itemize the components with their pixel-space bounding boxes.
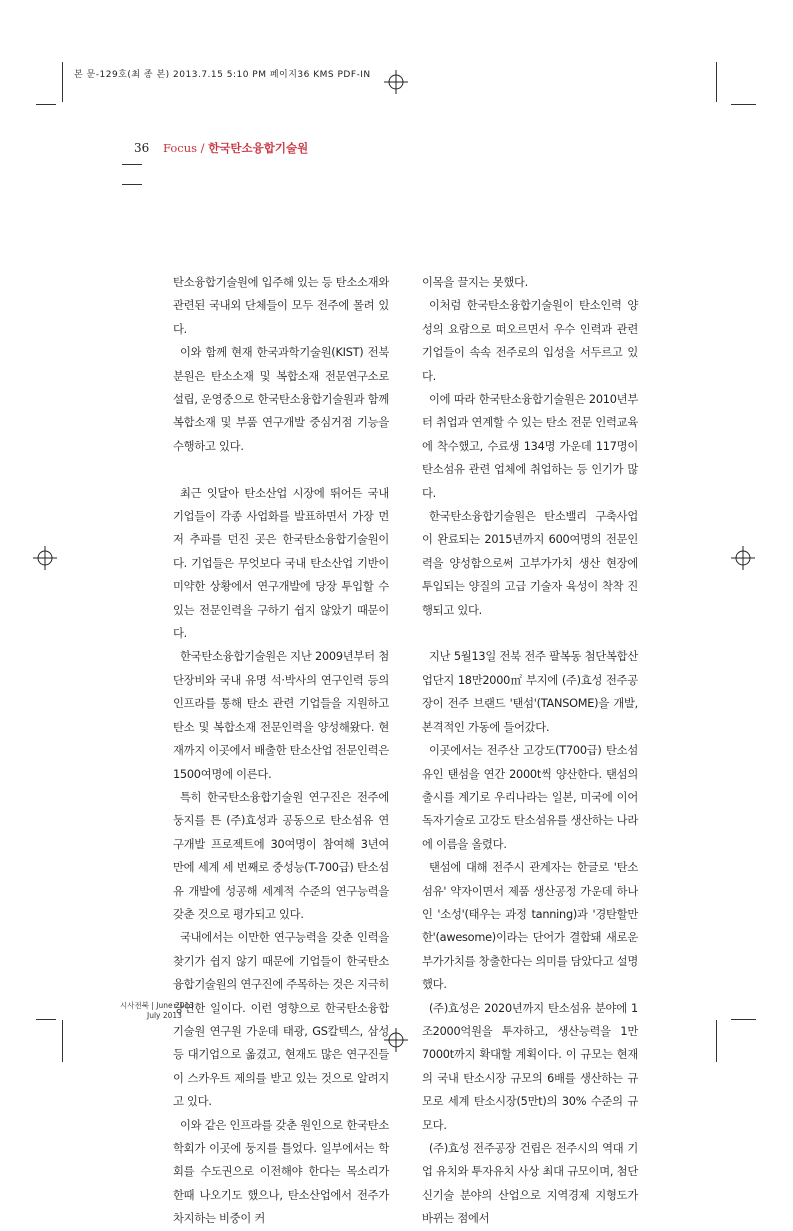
- left-column: [173, 271, 389, 1231]
- paragraph: 이와 같은 인프라를 갖춘 원인으로 한국탄소학회가 이곳에 둥지를 틀었다. 일부에서는 학회를 수도권으로 이전해야 한다는 목소리가 한때 나오기도 했으나, 탄소산업에서 전주가 차지하는 비중이 커: [173, 1118, 389, 1226]
- paragraph: 한국탄소융합기술원은 지난 2009년부터 첨단장비와 국내 유명 석·박사의 연구인력 등의 인프라를 통해 탄소 관련 기업들을 지원하고 탄소 및 복합소재 전문인력을 양성해왔다. 현재까지 이곳에서 배출한 탄소산업 전문인력은 1500여명에 이른다.: [173, 650, 389, 781]
- crop-mark: [122, 164, 142, 165]
- footer-magazine: 시사전북 | June 2013: [120, 1001, 195, 1010]
- footer-issue: July 2013: [147, 1011, 182, 1020]
- registration-mark-icon: [33, 546, 57, 570]
- crop-mark: [716, 1020, 717, 1062]
- crop-mark: [62, 1020, 63, 1062]
- crop-mark: [731, 104, 756, 105]
- registration-mark-icon: [731, 546, 755, 570]
- crop-mark: [716, 62, 717, 102]
- registration-mark-icon: [384, 70, 408, 94]
- paragraph: 한국탄소융합기술원은 탄소밸리 구축사업이 완료되는 2015년까지 600여명의 전문인력을 양성함으로써 고부가가치 생산 현장에 투입되는 양질의 고급 기술자 육성이 착착 진행되고 있다.: [422, 510, 638, 617]
- paragraph: 특히 한국탄소융합기술원 연구진은 전주에 둥지를 튼 (주)효성과 공동으로 탄소섬유 연구개발 프로젝트에 30여명이 참여해 3년여 만에 세계 세 번째로 중성능(T-700급) 탄소섬유 개발에 성공해 세계적 수준의 연구능력을 갖춘 것으로 평가되고 있다.: [173, 790, 389, 921]
- paragraph: 이처럼 한국탄소융합기술원이 탄소인력 양성의 요람으로 떠오르면서 우수 인력과 관련 기업들이 속속 전주로의 입성을 서두르고 있다.: [422, 299, 638, 383]
- crop-mark: [122, 184, 142, 185]
- paragraph: 지난 5월13일 전북 전주 팔복동 첨단복합산업단지 18만2000㎡ 부지에 (주)효성 전주공장이 전주 브랜드 '탠섬'(TANSOME)을 개발, 본격적인 가동에 들어갔다.: [422, 650, 638, 734]
- section-separator: /: [197, 141, 209, 155]
- paragraph: (주)효성은 2020년까지 탄소섬유 분야에 1조2000억원을 투자하고, 생산능력을 1만7000t까지 확대할 계획이다. 이 규모는 현재의 국내 탄소시장 규모의 6배를 생산하는 규모로 세계 탄소시장(5만t)의 30% 수준의 규모다.: [422, 1001, 638, 1132]
- paragraph: (주)효성 전주공장 건립은 전주시의 역대 기업 유치와 투자유치 사상 최대 규모이며, 첨단 신기술 분야의 산업으로 지역경제 지형도가 바뀌는 점에서: [422, 1142, 638, 1226]
- paragraph: 이곳에서는 전주산 고강도(T700급) 탄소섬유인 탠섬을 연간 2000t씩 양산한다. 탠섬의 출시를 계기로 우리나라는 일본, 미국에 이어 독자기술로 고강도 탄소섬유를 생산하는 나라에 이름을 올렸다.: [422, 744, 638, 851]
- section-org-name: 한국탄소융합기술원: [208, 141, 309, 155]
- paragraph: 탠섬에 대해 전주시 관계자는 한글로 '탄소섬유' 약자이면서 제품 생산공정 가운데 하나인 '소성'(태우는 과정 tanning)과 '경탄할만한'(awesome)이라는 단어가 결합돼 새로운 부가가치를 창출한다는 의미를 담았다고 설명했다.: [422, 861, 638, 992]
- section-header: [163, 140, 308, 156]
- crop-mark: [36, 104, 56, 105]
- paragraph: 이에 따라 한국탄소융합기술원은 2010년부터 취업과 연계할 수 있는 탄소 전문 인력교육에 착수했고, 수료생 134명 가운데 117명이 탄소섬유 관련 업체에 취업하는 등 인기가 많다.: [422, 393, 638, 500]
- page-number: 36: [134, 141, 150, 155]
- crop-mark: [36, 1019, 56, 1020]
- paragraph: 최근 잇달아 탄소산업 시장에 뛰어든 국내 기업들이 각종 사업화를 발표하면서 가장 먼저 추파를 던진 곳은 한국탄소융합기술원이다. 기업들은 무엇보다 국내 탄소산업 기반이 미약한 상황에서 연구개발에 당장 투입할 수 있는 전문인력을 구하기 쉽지 않았기 때문이다.: [173, 486, 389, 641]
- crop-mark: [62, 62, 63, 102]
- crop-mark: [731, 1019, 756, 1020]
- section-focus-label: Focus: [163, 141, 198, 155]
- page-footer: [120, 1001, 194, 1021]
- paragraph: 국내에서는 이만한 연구능력을 갖춘 인력을 찾기가 쉽지 않기 때문에 기업들이 한국탄소융합기술원의 연구진에 주목하는 것은 지극히 당연한 일이다. 이런 영향으로 한국탄소융합기술원 연구원 가운데 태광, GS칼텍스, 삼성 등 대기업으로 옮겼고, 현재도 많은 연구진들이 스카우트 제의를 받고 있는 것으로 알려지고 있다.: [173, 931, 389, 1109]
- right-column: [422, 271, 638, 1231]
- paragraph: 이목을 끌지는 못했다.: [422, 276, 528, 289]
- paragraph: 탄소융합기술원에 입주해 있는 등 탄소소재와 관련된 국내외 단체들이 모두 전주에 몰려 있다.: [173, 276, 389, 336]
- paragraph: 이와 함께 현재 한국과학기술원(KIST) 전북분원은 탄소소재 및 복합소재 전문연구소로 설립, 운영중으로 한국탄소융합기술원과 함께 복합소재 및 부품 연구개발 중심거점 기능을 수행하고 있다.: [173, 346, 389, 453]
- print-slug: 본 문-129호(최 종 본) 2013.7.15 5:10 PM 페이지36 KMS PDF-IN: [74, 70, 371, 80]
